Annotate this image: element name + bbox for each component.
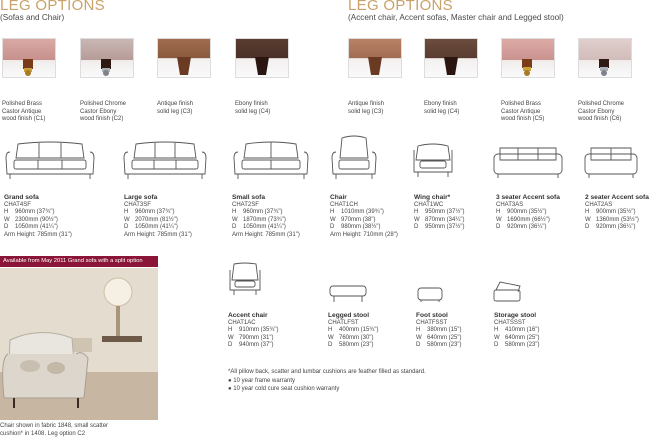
dimension-value: 980mm (38½") — [341, 224, 381, 231]
product-spec — [232, 194, 300, 240]
dimension-label: H — [124, 209, 129, 216]
availability-banner: Available from May 2011 Grand sofa with a split option — [0, 256, 158, 267]
dimension-value: 940mm (37") — [239, 342, 274, 349]
leg-caption-line: Polished Chrome — [578, 101, 625, 107]
product-code: CHAT3AS — [496, 201, 524, 208]
large-sofa-drawing — [122, 140, 208, 182]
arm-height: Arm Height: 785mm (31") — [124, 231, 192, 238]
product-spec — [228, 312, 278, 350]
leg-photo-c3 — [157, 38, 211, 78]
product-code: CHAT1CH — [330, 201, 358, 208]
small-sofa-drawing — [232, 140, 310, 182]
dimension-label: H — [330, 209, 335, 216]
dimension-label: D — [232, 224, 237, 231]
leg-caption-line: solid leg (C3) — [348, 108, 384, 115]
product-name: Legged stool — [328, 312, 370, 319]
dimension-value: 640mm (25") — [427, 334, 462, 341]
leg-caption-line: Antique finish — [348, 101, 385, 107]
product-code: CHAT4SF — [4, 201, 31, 208]
warranty-bullet-text: 10 year cold cure seat cushion warranty — [233, 386, 340, 393]
leg-caption-line: Polished Brass — [2, 101, 43, 107]
leg-caption-line: Polished Brass — [501, 101, 542, 107]
product-code: CHAT3SF — [124, 201, 151, 208]
product-name: Foot stool — [416, 312, 448, 319]
dimension-label: W — [414, 216, 420, 223]
leg-caption-line: solid leg (C4) — [424, 108, 460, 115]
dimension-d — [330, 224, 398, 232]
dimension-value: 580mm (23") — [505, 342, 540, 349]
leg-caption-line: Polished Chrome — [80, 101, 127, 107]
dimension-label: H — [328, 327, 333, 334]
product-spec — [414, 194, 464, 232]
dimension-value: 1010mm (39¾") — [341, 209, 384, 216]
product-spec — [4, 194, 72, 240]
dimension-label: D — [328, 342, 333, 349]
dimension-w — [124, 217, 192, 225]
dimension-h — [416, 327, 461, 335]
dimension-w — [228, 335, 278, 343]
dimension-d — [496, 224, 560, 232]
dimension-value: 920mm (36¼") — [507, 224, 547, 231]
dimension-value: 1050mm (41¼") — [15, 224, 58, 231]
foot-stool-drawing — [416, 286, 444, 304]
dimension-value: 760mm (30") — [339, 334, 374, 341]
product-spec — [416, 312, 461, 350]
leg-photo-c2 — [80, 38, 134, 78]
leg-caption-line: Ebony finish — [235, 101, 268, 107]
dimension-d — [328, 342, 378, 350]
left-section-title: LEG OPTIONS — [0, 0, 105, 14]
leg-photo-c6 — [578, 38, 632, 78]
leg-photo-c4-right — [424, 38, 478, 78]
warranty-bullet: ● 10 year cold cure seat cushion warranty — [228, 386, 340, 393]
dimension-d — [494, 342, 539, 350]
product-spec — [494, 312, 539, 350]
dimension-label: W — [494, 334, 500, 341]
product-code: CHATLFST — [328, 319, 359, 326]
leg-caption — [578, 101, 650, 124]
dimension-label: D — [416, 342, 421, 349]
dimension-label: W — [232, 216, 238, 223]
dimension-value: 640mm (25") — [505, 334, 540, 341]
dimension-d — [414, 224, 464, 232]
dimension-label: W — [124, 216, 130, 223]
dimension-h — [414, 209, 464, 217]
dimension-label: D — [4, 224, 9, 231]
dimension-label: D — [228, 342, 233, 349]
dimension-value: 870mm (34¼") — [425, 216, 465, 223]
dimension-label: H — [228, 327, 233, 334]
warranty-bullet-text: 10 year frame warranty — [233, 377, 295, 384]
product-name: Storage stool — [494, 312, 537, 319]
dimension-label: H — [232, 209, 237, 216]
leg-caption — [2, 101, 78, 124]
leg-caption-line: wood finish (C5) — [501, 116, 545, 122]
dimension-value: 950mm (37½") — [425, 209, 465, 216]
dimension-w — [585, 217, 649, 225]
dimension-label: D — [585, 224, 590, 231]
dimension-h — [585, 209, 649, 217]
room-photo — [0, 268, 158, 420]
dimension-label: D — [414, 224, 419, 231]
product-spec — [328, 312, 378, 350]
dimension-h — [228, 327, 278, 335]
dimension-label: D — [124, 224, 129, 231]
two-seater-accent-sofa-drawing — [583, 146, 639, 182]
leg-caption-line: wood finish (C2) — [80, 116, 124, 122]
dimension-value: 910mm (35¾") — [239, 327, 279, 334]
dimension-label: W — [328, 334, 334, 341]
dimension-label: W — [228, 334, 234, 341]
photo-caption-line: cushion* in 1408. Leg option C2 — [0, 430, 86, 437]
dimension-label: W — [330, 216, 336, 223]
warranty-bullet: ● 10 year frame warranty — [228, 377, 295, 384]
product-name: Small sofa — [232, 194, 265, 201]
dimension-h — [4, 209, 72, 217]
dimension-value: 380mm (15") — [427, 327, 462, 334]
product-name: Wing chair* — [414, 194, 451, 201]
dimension-w — [496, 217, 560, 225]
notes-main: *All pillow back, scatter and lumbar cushions are feather filled as standard. — [228, 369, 426, 375]
leg-caption-line: Castor Antique — [501, 108, 541, 115]
dimension-value: 580mm (23") — [427, 342, 462, 349]
leg-caption-line: Antique finish — [157, 101, 194, 107]
dimension-label: H — [494, 327, 499, 334]
leg-caption — [235, 101, 311, 116]
leg-photo-c1 — [2, 38, 56, 78]
arm-height: Arm Height: 785mm (31") — [232, 231, 300, 238]
product-spec — [330, 194, 398, 240]
dimension-value: 580mm (23") — [339, 342, 374, 349]
legged-stool-drawing — [328, 284, 368, 304]
product-code: CHAT1WC — [414, 201, 444, 208]
dimension-h — [124, 209, 192, 217]
dimension-label: W — [4, 216, 10, 223]
dimension-w — [416, 335, 461, 343]
dimension-d — [228, 342, 278, 350]
leg-caption-line: Castor Ebony — [578, 108, 615, 115]
dimension-value: 900mm (35½") — [507, 209, 547, 216]
dimension-value: 790mm (31") — [239, 334, 274, 341]
dimension-label: H — [416, 327, 421, 334]
dimension-value: 1360mm (53½") — [596, 216, 639, 223]
leg-caption-line: solid leg (C4) — [235, 108, 271, 115]
product-spec — [124, 194, 192, 240]
dimension-value: 950mm (37½") — [425, 224, 465, 231]
dimension-w — [232, 217, 300, 225]
dimension-label: W — [585, 216, 591, 223]
product-name: 2 seater Accent sofa — [585, 194, 649, 201]
dimension-value: 960mm (37¾") — [15, 209, 55, 216]
dimension-h — [330, 209, 398, 217]
leg-photo-c4 — [235, 38, 289, 78]
dimension-label: H — [414, 209, 419, 216]
arm-height: Arm Height: 785mm (31") — [4, 231, 72, 238]
dimension-value: 410mm (16") — [505, 327, 540, 334]
leg-caption-line: wood finish (C1) — [2, 116, 46, 122]
dimension-value: 900mm (35½") — [596, 209, 636, 216]
leg-caption — [157, 101, 233, 116]
dimension-value: 2070mm (81½") — [135, 216, 178, 223]
product-code: CHATSSST — [494, 319, 526, 326]
dimension-d — [4, 224, 72, 232]
dimension-value: 1050mm (41¼") — [243, 224, 286, 231]
leg-caption-line: wood finish (C6) — [578, 116, 622, 122]
product-name: Accent chair — [228, 312, 268, 319]
product-code: CHAT2AS — [585, 201, 613, 208]
dimension-label: D — [496, 224, 501, 231]
product-name: 3 seater Accent sofa — [496, 194, 560, 201]
product-code: CHAT2SF — [232, 201, 259, 208]
arm-height: Arm Height: 710mm (28") — [330, 231, 398, 238]
notes — [228, 368, 528, 394]
leg-caption — [501, 101, 577, 124]
dimension-label: H — [496, 209, 501, 216]
dimension-d — [232, 224, 300, 232]
chair-drawing — [330, 134, 378, 182]
product-code: CHATFSST — [416, 319, 448, 326]
dimension-label: H — [585, 209, 590, 216]
product-code: CHAT1AC — [228, 319, 256, 326]
dimension-value: 960mm (37¾") — [135, 209, 175, 216]
product-spec — [585, 194, 649, 232]
product-name: Chair — [330, 194, 347, 201]
accent-chair-drawing — [228, 262, 262, 298]
product-spec — [496, 194, 560, 232]
leg-caption-line: Castor Ebony — [80, 108, 117, 115]
storage-stool-drawing — [492, 280, 524, 304]
dimension-w — [494, 335, 539, 343]
dimension-value: 920mm (36¼") — [596, 224, 636, 231]
left-section-subtitle: (Sofas and Chair) — [0, 13, 65, 22]
dimension-h — [328, 327, 378, 335]
leg-caption — [424, 101, 500, 116]
dimension-value: 2300mm (90½") — [15, 216, 58, 223]
grand-sofa-drawing — [4, 140, 96, 182]
wing-chair-drawing — [412, 142, 454, 182]
dimension-label: W — [496, 216, 502, 223]
dimension-value: 400mm (15¾") — [339, 327, 379, 334]
photo-caption — [0, 423, 158, 438]
dimension-label: D — [494, 342, 499, 349]
dimension-w — [328, 335, 378, 343]
three-seater-accent-sofa-drawing — [492, 146, 564, 182]
right-section-title: LEG OPTIONS — [348, 0, 453, 14]
right-section-subtitle: (Accent chair, Accent sofas, Master chair and Legged stool) — [348, 13, 564, 22]
dimension-h — [232, 209, 300, 217]
product-name: Large sofa — [124, 194, 158, 201]
dimension-label: D — [330, 224, 335, 231]
dimension-value: 960mm (37¾") — [243, 209, 283, 216]
dimension-value: 1690mm (66½") — [507, 216, 550, 223]
leg-photo-c3-right — [348, 38, 402, 78]
dimension-d — [585, 224, 649, 232]
product-name: Grand sofa — [4, 194, 39, 201]
leg-photo-c5 — [501, 38, 555, 78]
leg-caption-line: Castor Antique — [2, 108, 42, 115]
dimension-value: 1870mm (73¾") — [243, 216, 286, 223]
dimension-d — [124, 224, 192, 232]
dimension-h — [494, 327, 539, 335]
leg-caption-line: Ebony finish — [424, 101, 457, 107]
dimension-value: 970mm (38") — [341, 216, 376, 223]
dimension-value: 1050mm (41¼") — [135, 224, 178, 231]
dimension-w — [4, 217, 72, 225]
dimension-label: W — [416, 334, 422, 341]
leg-caption-line: solid leg (C3) — [157, 108, 193, 115]
leg-caption — [348, 101, 424, 116]
leg-caption — [80, 101, 156, 124]
dimension-h — [496, 209, 560, 217]
dimension-d — [416, 342, 461, 350]
photo-caption-line: Chair shown in fabric 1848, small scatter — [0, 423, 109, 429]
dimension-label: H — [4, 209, 9, 216]
